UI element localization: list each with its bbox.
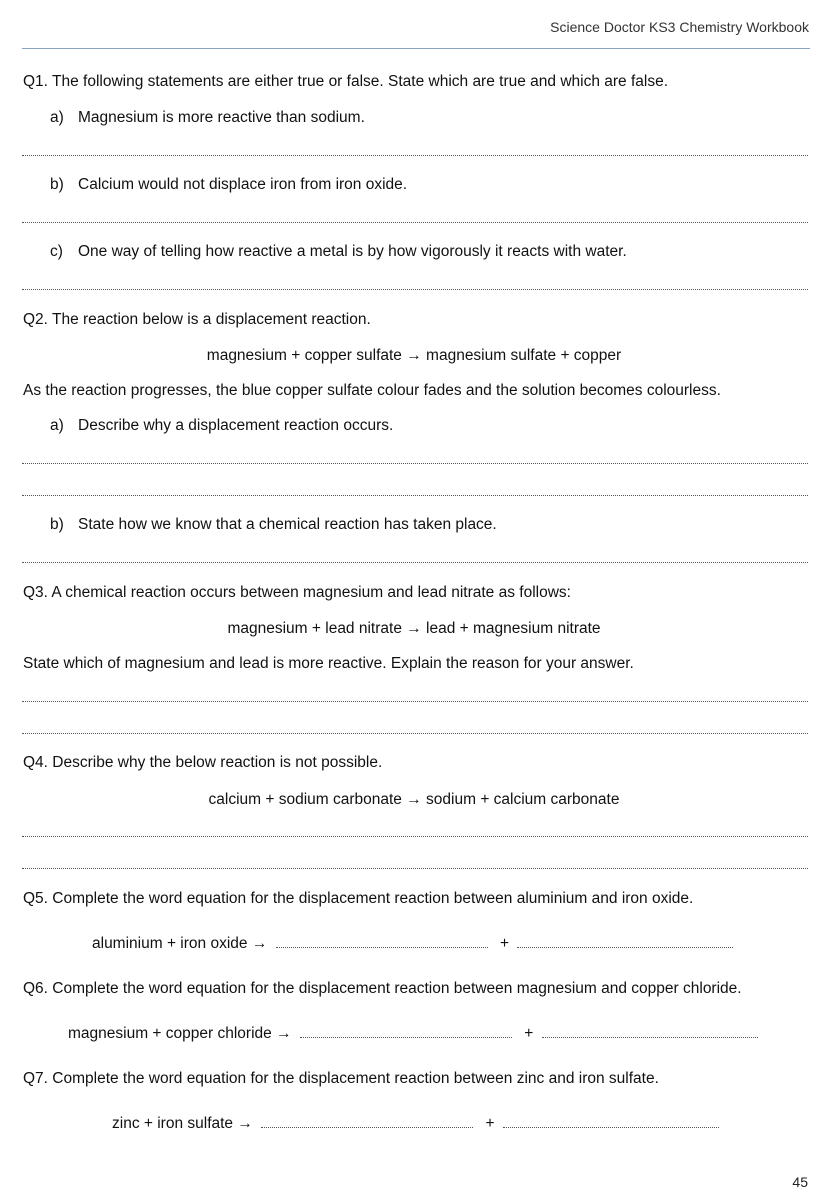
q5-equation: [92, 934, 733, 954]
plus-sign: +: [485, 1115, 495, 1132]
answer-line-q3-2[interactable]: [22, 733, 808, 734]
q7-product-2-blank[interactable]: [503, 1115, 719, 1128]
q1-item-c: [50, 242, 627, 262]
q2-item-a: [50, 416, 393, 436]
item-text: One way of telling how reactive a metal is by how vigorously it reacts with water.: [78, 243, 627, 260]
item-label: a): [50, 109, 64, 126]
q5-reactants: aluminium + iron oxide →: [92, 935, 268, 952]
answer-line-q1c[interactable]: [22, 289, 808, 290]
page-number: 45: [792, 1174, 808, 1190]
plus-sign: +: [524, 1025, 534, 1042]
answer-line-q3-1[interactable]: [22, 701, 808, 702]
q5-prompt: Q5. Complete the word equation for the displacement reaction between aluminium and iron oxide.: [23, 890, 694, 907]
answer-line-q4-2[interactable]: [22, 868, 808, 869]
q3-task: State which of magnesium and lead is more reactive. Explain the reason for your answer.: [23, 655, 634, 672]
q3-prompt: Q3. A chemical reaction occurs between magnesium and lead nitrate as follows:: [23, 584, 571, 601]
q1-item-b: [50, 175, 407, 195]
plus-sign: +: [499, 935, 510, 952]
answer-line-q2a-1[interactable]: [22, 463, 808, 464]
answer-line-q2b[interactable]: [22, 562, 808, 563]
q7-product-1-blank[interactable]: [261, 1115, 473, 1128]
q5-product-1-blank[interactable]: [276, 935, 488, 948]
q2-item-b: [50, 515, 497, 535]
q7-equation: [112, 1114, 719, 1134]
q1-item-a: [50, 108, 365, 128]
answer-line-q1b[interactable]: [22, 222, 808, 223]
q6-product-1-blank[interactable]: [300, 1025, 512, 1038]
answer-line-q2a-2[interactable]: [22, 495, 808, 496]
q5-product-2-blank[interactable]: [517, 935, 733, 948]
item-text: Magnesium is more reactive than sodium.: [78, 109, 365, 126]
item-label: b): [50, 176, 64, 193]
item-text: Calcium would not displace iron from iron oxide.: [78, 176, 408, 193]
q1-prompt: Q1. The following statements are either true or false. State which are true and which are false.: [23, 73, 669, 90]
item-label: c): [50, 243, 63, 260]
q6-product-2-blank[interactable]: [542, 1025, 758, 1038]
q2-equation: magnesium + copper sulfate → magnesium sulfate + copper: [206, 347, 622, 364]
header-title: Science Doctor KS3 Chemistry Workbook: [550, 19, 809, 35]
q2-prompt: Q2. The reaction below is a displacement reaction.: [23, 311, 371, 328]
q4-prompt: Q4. Describe why the below reaction is not possible.: [23, 754, 383, 771]
q3-equation: magnesium + lead nitrate → lead + magnesium nitrate: [227, 620, 601, 637]
q6-prompt: Q6. Complete the word equation for the displacement reaction between magnesium and copper chloride.: [23, 980, 742, 997]
answer-line-q1a[interactable]: [22, 155, 808, 156]
item-label: b): [50, 516, 64, 533]
q7-reactants: zinc + iron sulfate →: [112, 1115, 253, 1132]
item-label: a): [50, 417, 64, 434]
q6-equation: [68, 1024, 758, 1044]
q2-note: As the reaction progresses, the blue copper sulfate colour fades and the solution becomes colourless.: [23, 382, 721, 399]
q6-reactants: magnesium + copper chloride →: [68, 1025, 292, 1042]
header-rule: [22, 48, 810, 49]
answer-line-q4-1[interactable]: [22, 836, 808, 837]
q4-equation: calcium + sodium carbonate → sodium + calcium carbonate: [208, 791, 620, 808]
item-text: State how we know that a chemical reaction has taken place.: [78, 516, 497, 533]
q7-prompt: Q7. Complete the word equation for the displacement reaction between zinc and iron sulfate.: [23, 1070, 659, 1087]
item-text: Describe why a displacement reaction occurs.: [78, 417, 394, 434]
